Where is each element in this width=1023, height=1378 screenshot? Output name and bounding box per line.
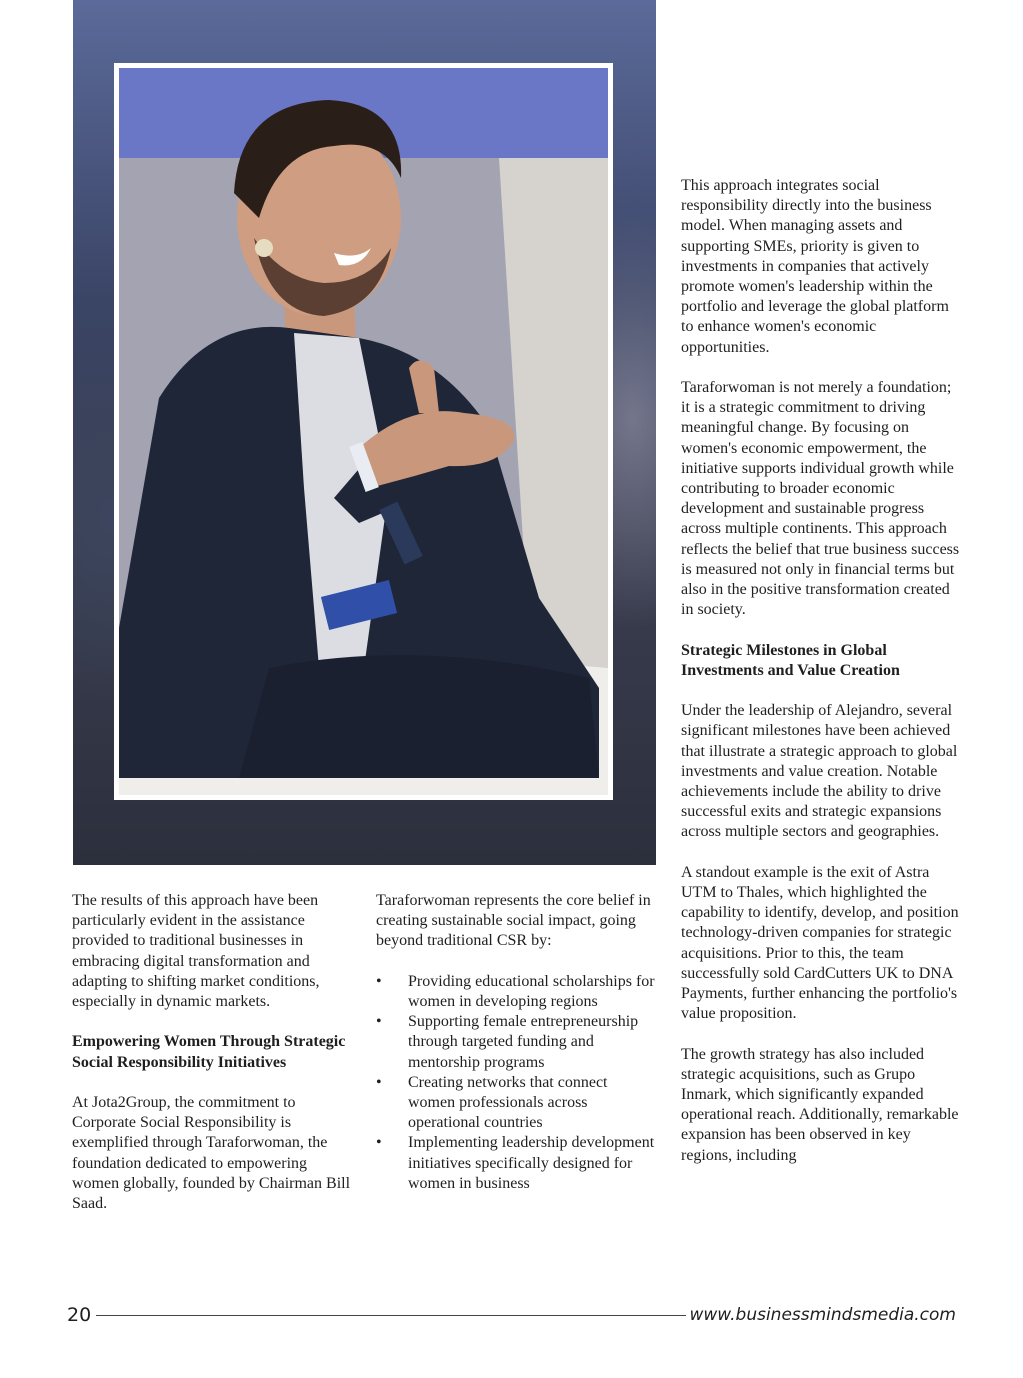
left-paragraph-1: The results of this approach have been particularly evident in the assistance provided to traditional businesses in embracing digital transformation and adapting to shifting market conditions, especially in dynamic markets.	[72, 892, 320, 1011]
footer-divider	[96, 1315, 686, 1316]
left-paragraph-2: At Jota2Group, the commitment to Corporate Social Responsibility is exemplified through Taraforwoman, the foundation dedicated to empowering women globally, founded by Chairman Bill Saad.	[72, 1094, 351, 1213]
list-item: • Providing educational scholarships for women in developing regions	[376, 972, 658, 1012]
list-item: • Creating networks that connect women professionals across operational countries	[376, 1073, 658, 1134]
right-column	[681, 176, 963, 1186]
speaker-photo	[114, 63, 613, 800]
speaker-illustration	[119, 68, 608, 795]
right-paragraph-5: The growth strategy has also included strategic acquisitions, such as Grupo Inmark, which significantly expanded operational reach. Additionally, remarkable expansion has been observed in key regions, including	[681, 1045, 959, 1164]
right-paragraph-4: A standout example is the exit of Astra UTM to Thales, which highlighted the capability to identify, develop, and position technology-driven companies for strategic acquisitions. Prior to this, the team successfully sold CardCutters UK to DNA Payments, further enhancing the portfolio's value proposition.	[681, 863, 959, 1023]
right-paragraph-3: Under the leadership of Alejandro, several significant milestones have been achieved that illustrate a strategic approach to global investments and value creation. Notable achievements include the ability to drive successful exits and strategic expansions across multiple sectors and geographies.	[681, 702, 958, 841]
initiatives-list	[376, 972, 658, 1194]
left-column	[72, 891, 355, 1234]
list-item: • Implementing leadership development initiatives specifically designed for women in business	[376, 1133, 658, 1194]
list-item: • Supporting female entrepreneurship through targeted funding and mentorship programs	[376, 1012, 658, 1073]
middle-intro: Taraforwoman represents the core belief in creating sustainable social impact, going beyond traditional CSR by:	[376, 892, 651, 950]
right-paragraph-2: Taraforwoman is not merely a foundation; it is a strategic commitment to driving meaningful change. By focusing on women's economic empowerment, the initiative supports individual growth while contributing to broader economic development and sustainable progress across multiple continents. This approach reflects the belief that true business success is measured not only in financial terms but also in the positive transformation created in society.	[681, 379, 960, 619]
website-link[interactable]: www.businessmindsmedia.com	[689, 1305, 956, 1325]
section-heading-empowering-women: Empowering Women Through Strategic Social Responsibility Initiatives	[72, 1033, 346, 1071]
middle-column	[376, 891, 658, 1194]
page-number: 20	[67, 1304, 92, 1326]
right-paragraph-1: This approach integrates social responsibility directly into the business model. When managing assets and supporting SMEs, priority is given to investments in companies that actively promote women's leadership within the portfolio and leverage the global platform to enhance women's economic opportunities.	[681, 177, 949, 356]
section-heading-milestones: Strategic Milestones in Global Investments and Value Creation	[681, 641, 900, 679]
